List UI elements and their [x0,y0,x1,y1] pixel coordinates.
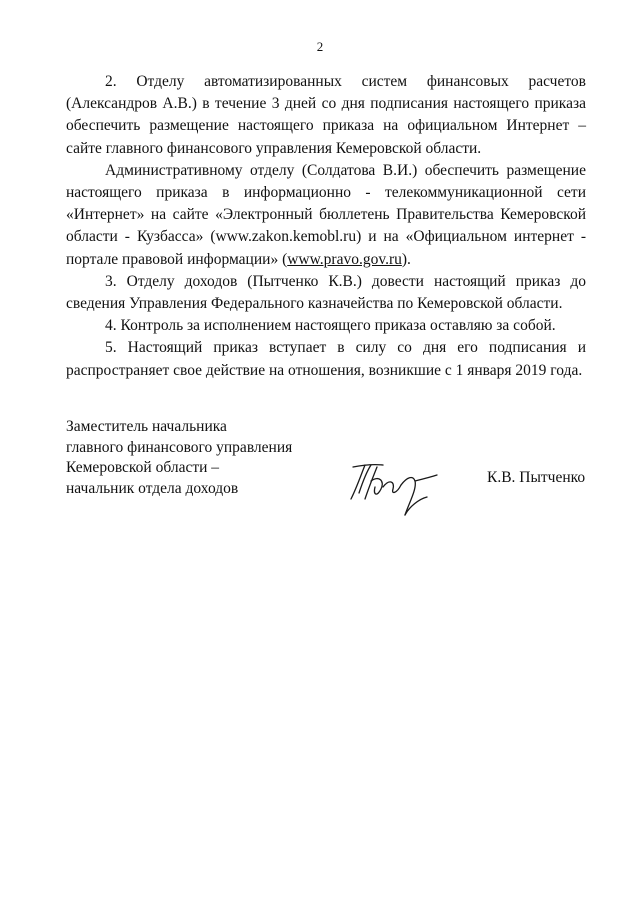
signatory-title-line: Заместитель начальника [66,418,227,435]
document-body [66,71,586,382]
signatory-title-line: Кемеровской области – [66,459,220,476]
paragraph-item-5: 5. Настоящий приказ вступает в силу со дня его подписания и распространяет свое действие на отношения, возникшие с 1 января 2019 года. [66,339,586,379]
signatory-title [66,417,292,499]
paragraph-item-4: 4. Контроль за исполнением настоящего приказа оставляю за собой. [105,317,556,335]
paragraph-admin-department [66,160,586,271]
paragraph-item-3: 3. Отделу доходов (Пытченко К.В.) довести настоящий приказ до сведения Управления Федерального казначейства по Кемеровской области. [66,272,586,313]
pravo-link[interactable]: www.pravo.gov.ru [287,250,402,268]
handwritten-signature [345,459,445,519]
page-number: 2 [316,39,324,54]
paragraph-text: Административному отделу (Солдатова В.И.) обеспечить размещение настоящего приказа в информационно - телекоммуникационной сети «Интернет» на сайте «Электронный бюллетень Правительства Кемеровской области - Кузбасса» (www.zakon.kemobl.ru) и на «Официальном интернет - портале правовой информации» ( [66,161,586,268]
signatory-title-line: главного финансового управления [66,438,293,456]
signer-name: К.В. Пытченко [487,469,586,486]
paragraph-text-end: ). [401,250,411,268]
paragraph-item-2: 2. Отделу автоматизированных систем финансовых расчетов (Александров А.В.) в течение 3 дней со дня подписания настоящего приказа обеспечить размещение настоящего приказа на официальном Интернет – сайте главного финансового управления Кемеровской области. [66,73,586,157]
signatory-title-line: начальник отдела доходов [66,479,239,497]
